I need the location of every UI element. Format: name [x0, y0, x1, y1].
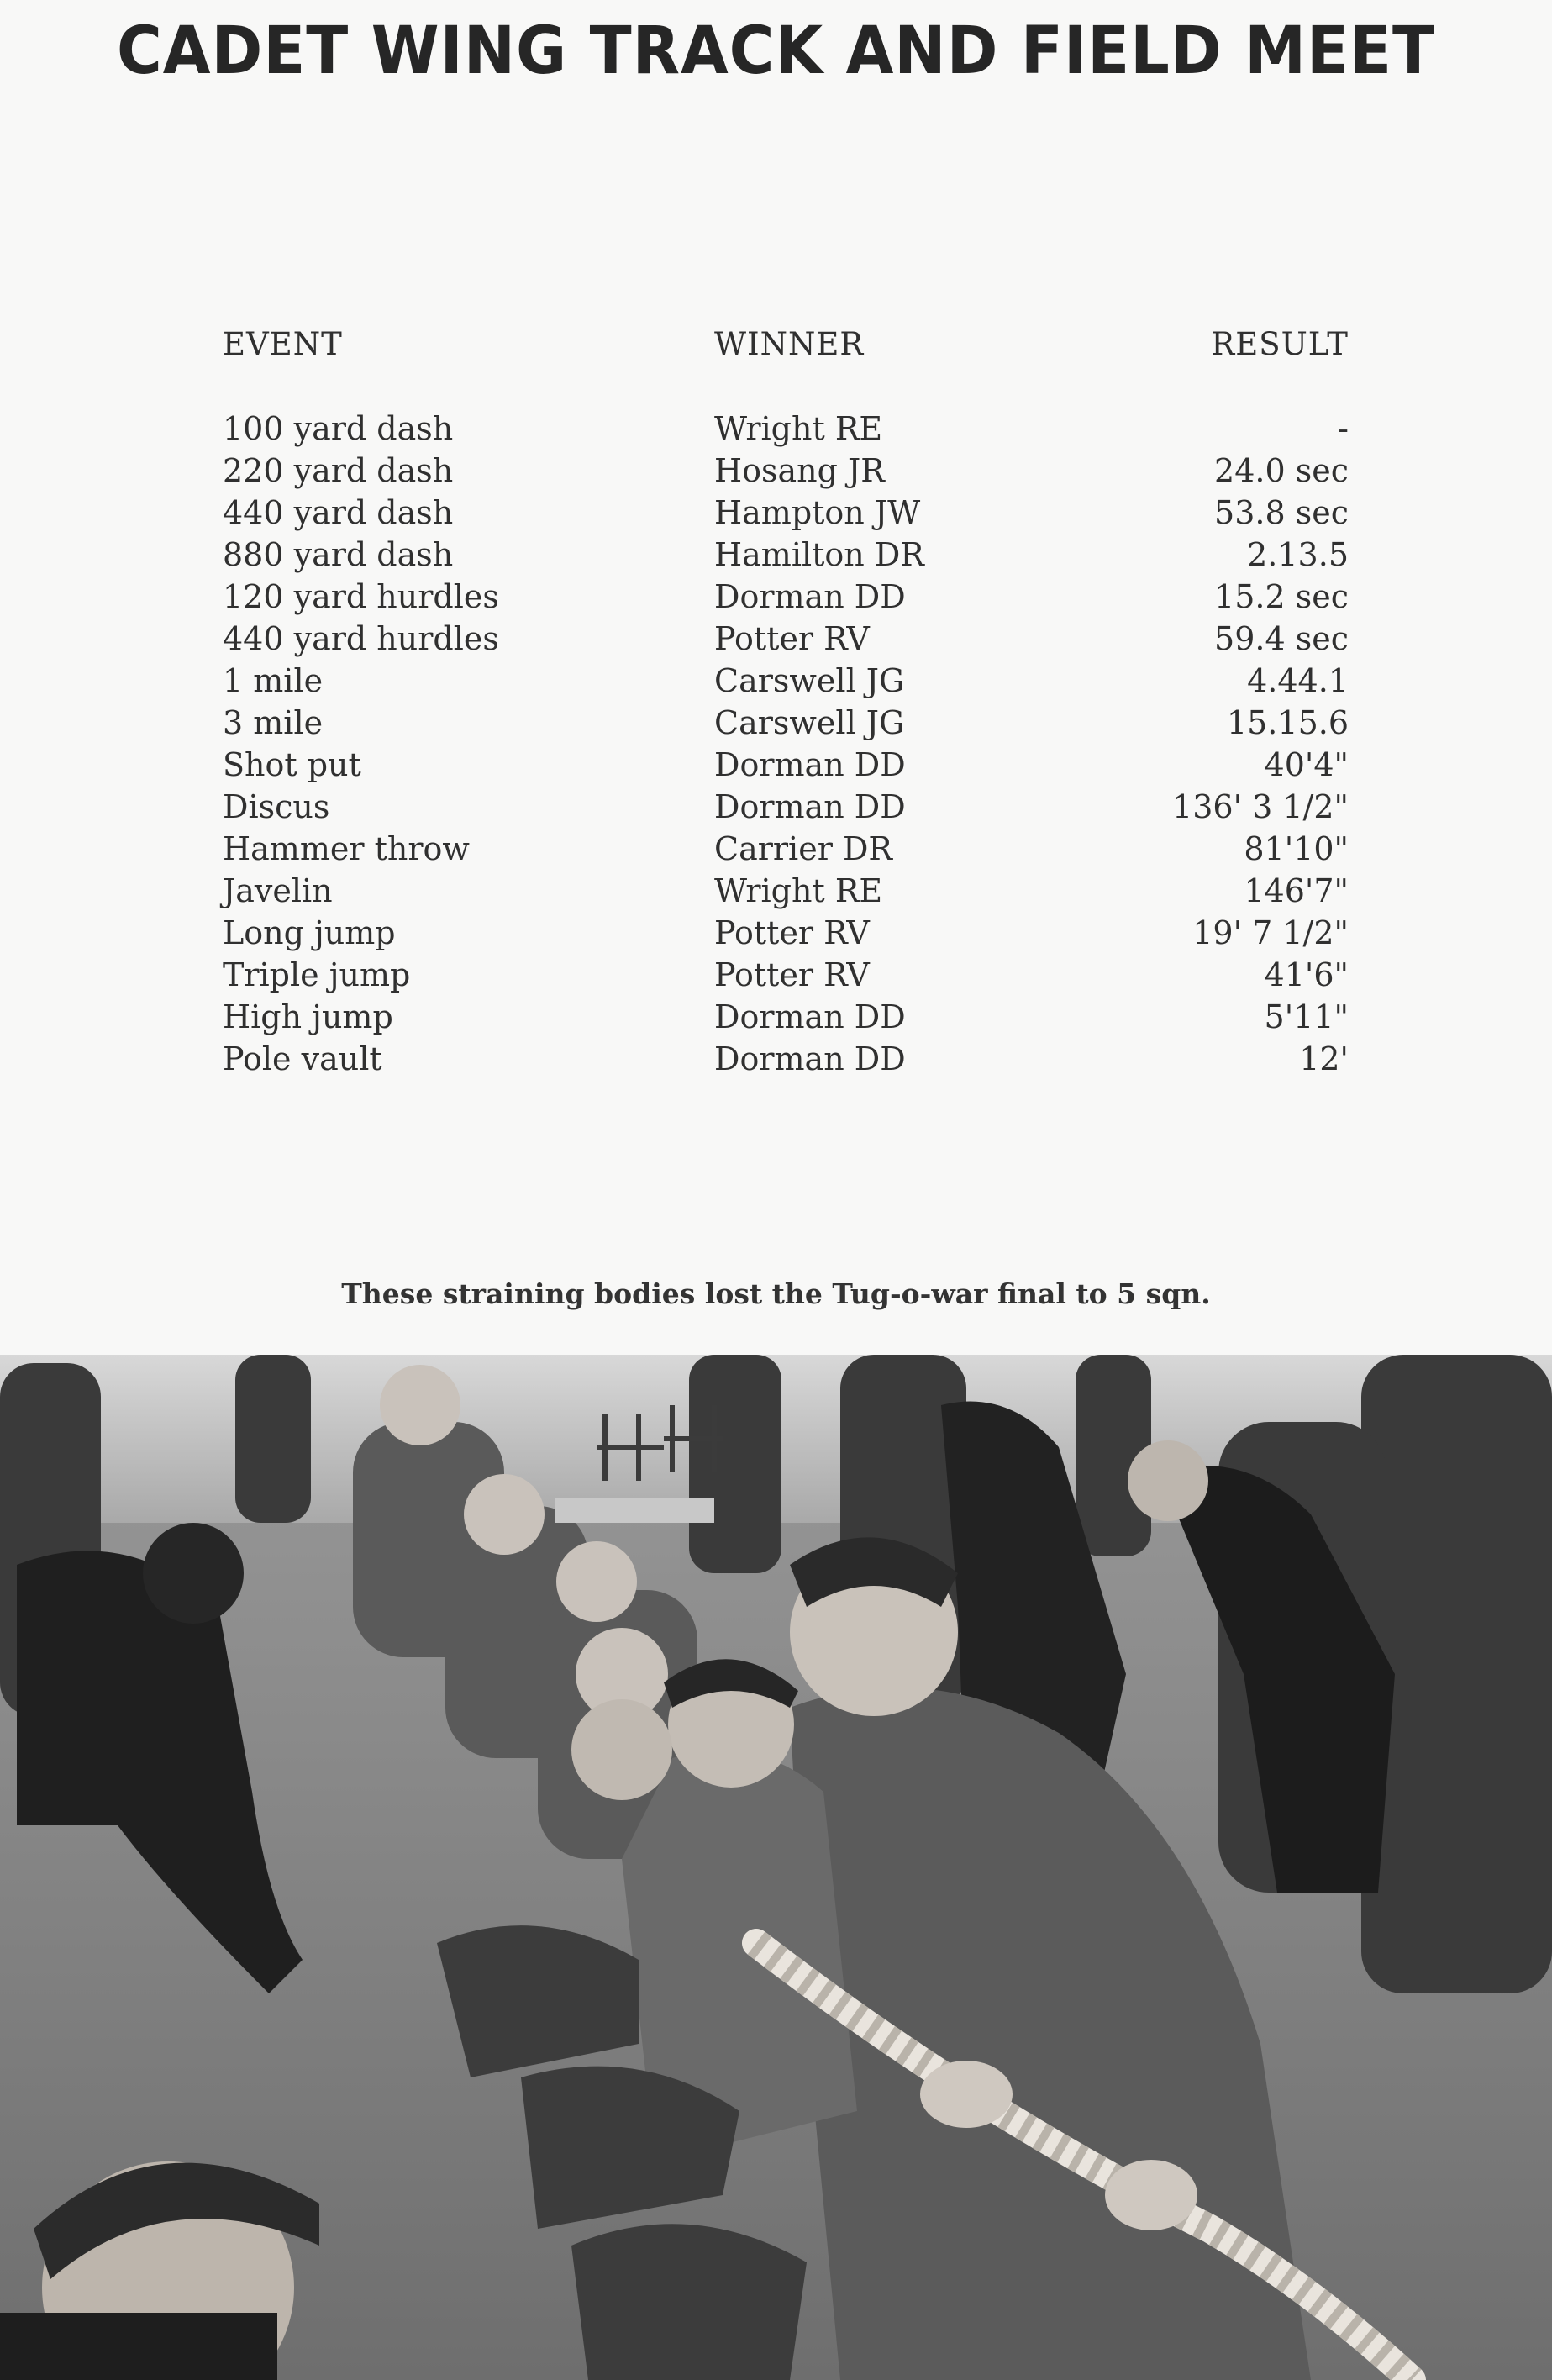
result-cell: 24.0 sec — [1214, 452, 1349, 489]
photo-illustration — [0, 1355, 1552, 2380]
winner-cell: Potter RV — [714, 914, 870, 951]
table-row — [223, 578, 1349, 620]
results-body — [223, 375, 1349, 1082]
event-cell: 440 yard hurdles — [223, 620, 499, 657]
winner-cell: Potter RV — [714, 956, 870, 993]
winner-cell: Hamilton DR — [714, 536, 924, 573]
result-cell: 4.44.1 — [1247, 662, 1349, 699]
result-cell: 5'11" — [1264, 998, 1349, 1035]
winner-cell: Wright RE — [714, 872, 883, 909]
header-result: RESULT — [1211, 326, 1349, 362]
winner-cell: Dorman DD — [714, 746, 906, 783]
table-row — [223, 872, 1349, 914]
result-cell: 12' — [1299, 1040, 1349, 1077]
result-cell: - — [1338, 410, 1349, 447]
table-row — [223, 662, 1349, 704]
event-cell: 220 yard dash — [223, 452, 454, 489]
event-cell: Pole vault — [223, 1040, 382, 1077]
winner-cell: Wright RE — [714, 410, 883, 447]
table-row — [223, 704, 1349, 746]
result-cell: 19' 7 1/2" — [1192, 914, 1349, 951]
table-row — [223, 536, 1349, 578]
event-cell: 440 yard dash — [223, 494, 454, 531]
event-cell: Triple jump — [223, 956, 411, 993]
winner-cell: Dorman DD — [714, 578, 906, 615]
table-spacer — [223, 375, 1349, 410]
result-cell: 15.2 sec — [1214, 578, 1349, 615]
event-cell: Shot put — [223, 746, 361, 783]
tug-o-war-photo — [0, 1355, 1552, 2380]
winner-cell: Carswell JG — [714, 662, 905, 699]
photo-caption: These straining bodies lost the Tug-o-war final to 5 sqn. — [341, 1277, 1211, 1310]
result-cell: 41'6" — [1264, 956, 1349, 993]
results-table — [223, 326, 1349, 1082]
table-row — [223, 830, 1349, 872]
result-cell: 81'10" — [1244, 830, 1349, 867]
result-cell: 15.15.6 — [1226, 704, 1349, 741]
winner-cell: Dorman DD — [714, 1040, 906, 1077]
header-event: EVENT — [223, 326, 343, 362]
winner-cell: Hosang JR — [714, 452, 885, 489]
results-header-row — [223, 326, 1349, 375]
event-cell: Discus — [223, 788, 330, 825]
table-row — [223, 914, 1349, 956]
result-cell: 136' 3 1/2" — [1172, 788, 1349, 825]
table-row — [223, 410, 1349, 452]
header-winner: WINNER — [714, 326, 865, 362]
event-cell: Hammer throw — [223, 830, 470, 867]
winner-cell: Hampton JW — [714, 494, 921, 531]
event-cell: High jump — [223, 998, 393, 1035]
winner-cell: Dorman DD — [714, 788, 906, 825]
table-row — [223, 494, 1349, 536]
table-row — [223, 788, 1349, 830]
winner-cell: Carrier DR — [714, 830, 893, 867]
event-cell: Long jump — [223, 914, 396, 951]
event-cell: 880 yard dash — [223, 536, 454, 573]
winner-cell: Carswell JG — [714, 704, 905, 741]
event-cell: 1 mile — [223, 662, 324, 699]
page-title: CADET WING TRACK AND FIELD MEET — [117, 13, 1435, 89]
event-cell: Javelin — [223, 872, 333, 909]
winner-cell: Potter RV — [714, 620, 870, 657]
result-cell: 40'4" — [1264, 746, 1349, 783]
event-cell: 100 yard dash — [223, 410, 454, 447]
table-row — [223, 956, 1349, 998]
result-cell: 2.13.5 — [1247, 536, 1349, 573]
result-cell: 59.4 sec — [1214, 620, 1349, 657]
winner-cell: Dorman DD — [714, 998, 906, 1035]
table-row — [223, 746, 1349, 788]
result-cell: 146'7" — [1244, 872, 1349, 909]
table-row — [223, 1040, 1349, 1082]
event-cell: 3 mile — [223, 704, 324, 741]
table-row — [223, 998, 1349, 1040]
table-row — [223, 452, 1349, 494]
result-cell: 53.8 sec — [1214, 494, 1349, 531]
table-row — [223, 620, 1349, 662]
event-cell: 120 yard hurdles — [223, 578, 499, 615]
